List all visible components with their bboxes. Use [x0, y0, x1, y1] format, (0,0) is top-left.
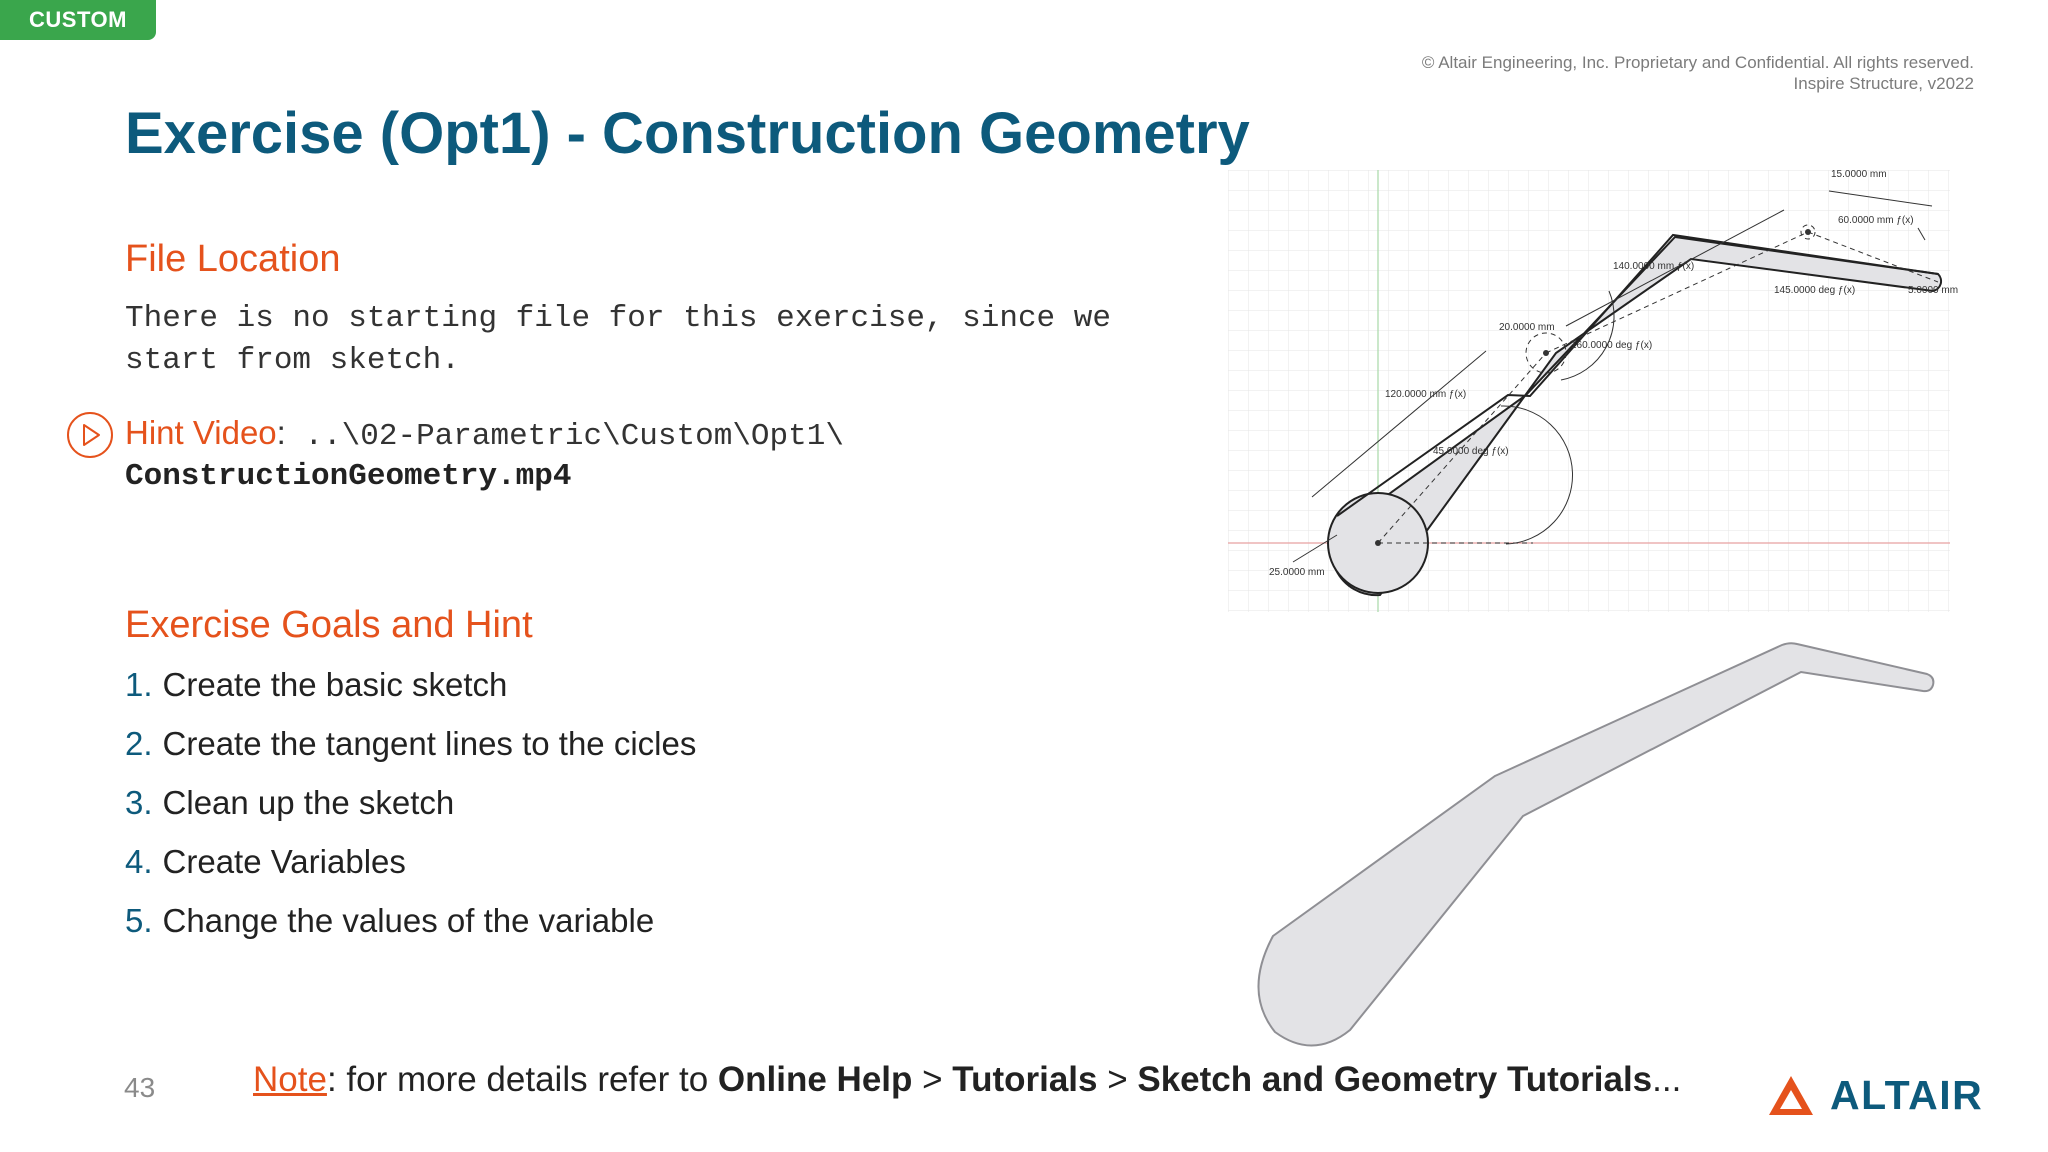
note-link-online-help: Online Help [717, 1060, 913, 1099]
goal-item [125, 784, 696, 843]
note-suffix: ... [1652, 1060, 1682, 1099]
goal-item [125, 843, 696, 902]
note-prefix: : for more details refer to [326, 1060, 718, 1099]
dim-label: 120.0000 mm ƒ(x) [1385, 389, 1467, 400]
dim-label: 20.0000 mm [1499, 322, 1555, 333]
goal-text: Create the tangent lines to the cicles [162, 725, 697, 762]
goals-list [125, 666, 696, 961]
note-separator: > [1097, 1060, 1138, 1099]
dim-label: 140.0000 mm ƒ(x) [1613, 261, 1695, 272]
note-separator: > [912, 1060, 953, 1099]
goal-number: 3. [125, 784, 153, 821]
goal-number: 2. [125, 725, 153, 762]
slide-title: Exercise (Opt1) - Construction Geometry [125, 101, 1250, 166]
dim-label: 60.0000 mm ƒ(x) [1838, 215, 1914, 226]
altair-logo-text: ALTAIR [1830, 1072, 1984, 1118]
hint-video-file[interactable]: ConstructionGeometry.mp4 [125, 459, 572, 494]
footnote [253, 1060, 1681, 1100]
goal-number: 4. [125, 843, 153, 880]
goal-item [125, 725, 696, 784]
file-location-heading: File Location [125, 238, 341, 280]
goal-number: 5. [125, 902, 153, 939]
goal-number: 1. [125, 666, 153, 703]
copyright-notice [1422, 52, 1974, 94]
sketch-diagram [1228, 169, 1959, 612]
goal-text: Change the values of the variable [162, 902, 655, 939]
goal-text: Clean up the sketch [162, 784, 455, 821]
hint-colon: : [276, 414, 286, 451]
goal-text: Create the basic sketch [162, 666, 508, 703]
page-number: 43 [124, 1072, 156, 1103]
play-circle-icon[interactable] [66, 411, 114, 459]
note-label[interactable]: Note [253, 1060, 327, 1099]
dim-label: 5.0000 mm [1908, 285, 1959, 296]
dim-label: 45.0000 deg ƒ(x) [1433, 446, 1509, 457]
dim-label: 145.0000 deg ƒ(x) [1774, 285, 1856, 296]
altair-logo-icon [1766, 1073, 1816, 1119]
hint-video-line [125, 414, 844, 454]
copyright-line: © Altair Engineering, Inc. Proprietary and Confidential. All rights reserved. [1421, 53, 1974, 72]
note-link-tutorials: Tutorials [952, 1060, 1098, 1099]
dim-label: 160.0000 deg ƒ(x) [1571, 340, 1653, 351]
goal-item [125, 666, 696, 725]
product-version: Inspire Structure, v2022 [1793, 74, 1974, 93]
hint-video-label: Hint Video [125, 414, 277, 451]
altair-logo [1766, 1072, 1983, 1119]
note-link-sketch-tutorials: Sketch and Geometry Tutorials [1137, 1060, 1653, 1099]
part-shape [1258, 643, 1933, 1045]
file-location-text: There is no starting file for this exercise, since we start from sketch. [125, 301, 1111, 378]
hint-video-path: ..\02-Parametric\Custom\Opt1\ [285, 419, 844, 454]
goal-text: Create Variables [162, 843, 406, 880]
goal-item [125, 902, 696, 961]
part-preview [1255, 640, 1935, 1045]
custom-badge: CUSTOM [0, 0, 156, 40]
dim-label: 15.0000 mm [1831, 169, 1887, 180]
dim-label: 25.0000 mm [1269, 567, 1325, 578]
goals-heading: Exercise Goals and Hint [125, 604, 533, 646]
